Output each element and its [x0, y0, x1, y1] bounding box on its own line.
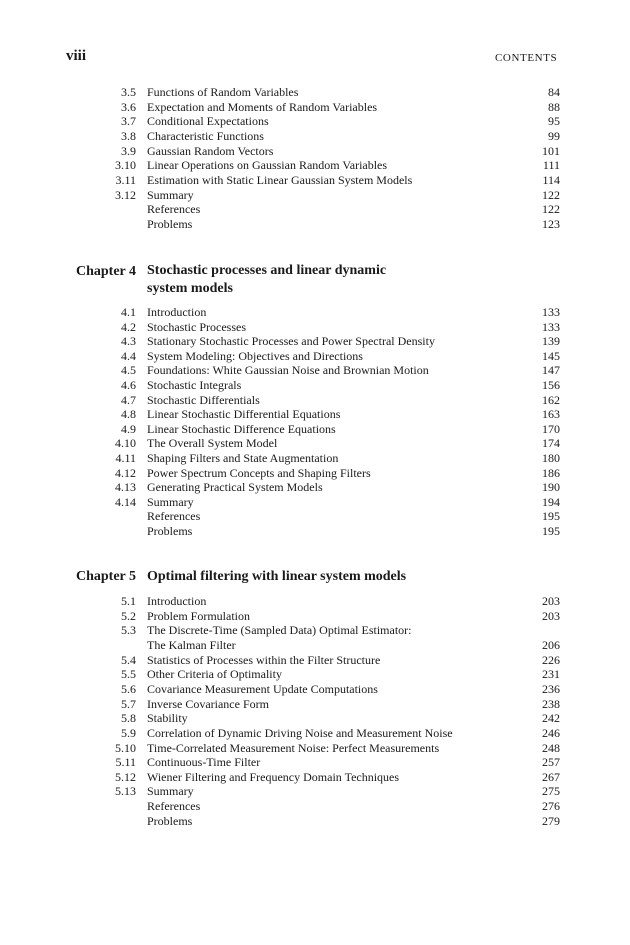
- page-ref: 186: [542, 465, 560, 480]
- section-title: Stochastic Integrals: [147, 378, 242, 392]
- section-title: Time-Correlated Measurement Noise: Perfect Measurements: [147, 740, 440, 755]
- section-title: Inverse Covariance Form: [147, 696, 269, 711]
- section-title: References: [147, 202, 201, 217]
- section-title: Covariance Measurement Update Computations: [147, 681, 378, 696]
- chapter-title: [147, 262, 386, 298]
- section-number: 3.8: [121, 128, 136, 143]
- section-number: 3.7: [121, 114, 136, 129]
- section-title: Stochastic Processes: [147, 319, 246, 334]
- section-number: 3.9: [121, 143, 136, 158]
- toc-entry: [0, 129, 630, 144]
- page-ref: 190: [542, 480, 560, 495]
- section-title: Stochastic Differentials: [147, 392, 260, 407]
- section-number: 5.9: [121, 725, 136, 740]
- chapter-title: [147, 568, 406, 586]
- page-ref: 170: [542, 421, 560, 436]
- page-ref: 275: [542, 784, 560, 799]
- section-title: Conditional Expectations: [147, 114, 269, 129]
- toc-entry: [0, 638, 630, 653]
- section-number: 5.2: [121, 608, 136, 623]
- toc-entry: [0, 188, 630, 203]
- toc-entry: [0, 480, 630, 495]
- section-title: System Modeling: Objectives and Directions: [147, 348, 363, 363]
- page-number: viii: [66, 48, 87, 64]
- toc-entry: [0, 422, 630, 437]
- toc-entry: [0, 726, 630, 741]
- page-ref: 267: [542, 769, 560, 784]
- toc-entry: [0, 407, 630, 422]
- page-ref: 203: [542, 608, 560, 623]
- toc-entry: [0, 594, 630, 609]
- section-title: Problem Formulation: [147, 608, 250, 623]
- section-title: Linear Stochastic Difference Equations: [147, 421, 336, 436]
- section-title: Expectation and Moments of Random Variables: [147, 99, 378, 114]
- page-ref: 276: [542, 799, 560, 814]
- toc-entry: [0, 814, 630, 829]
- section-number: 3.6: [121, 99, 136, 114]
- section-title: Power Spectrum Concepts and Shaping Filters: [147, 465, 371, 480]
- page-ref: 156: [542, 378, 560, 392]
- toc-entry: [0, 653, 630, 668]
- page-ref: 139: [542, 334, 560, 349]
- section-number: 3.10: [115, 158, 136, 173]
- toc-entry: [0, 784, 630, 799]
- toc-entry: [0, 770, 630, 785]
- section-number: 4.11: [115, 451, 136, 465]
- page-ref: 180: [542, 451, 560, 465]
- page-ref: 257: [542, 755, 560, 770]
- section-title: The Overall System Model: [147, 436, 278, 451]
- section-number: 5.1: [121, 594, 136, 608]
- toc-entry: [0, 509, 630, 524]
- section-title: Introduction: [147, 305, 207, 319]
- section-number: 5.13: [115, 784, 136, 799]
- page-ref: 279: [542, 813, 560, 828]
- toc-entry: [0, 393, 630, 408]
- section-title: Problems: [147, 813, 193, 828]
- toc-entry: [0, 524, 630, 539]
- page-ref: 206: [542, 637, 560, 652]
- page-ref: 99: [548, 128, 560, 143]
- page-ref: 174: [542, 436, 560, 451]
- chapter-label: Chapter 5: [75, 569, 136, 584]
- page-ref: 133: [542, 319, 560, 334]
- section-number: 4.13: [115, 480, 136, 495]
- chapter-title-line: Stochastic processes and linear dynamic: [147, 263, 387, 278]
- running-head: CONTENTS: [495, 52, 558, 64]
- toc-entry: [0, 114, 630, 129]
- section-number: 4.1: [121, 305, 136, 319]
- section-number: 5.10: [115, 740, 136, 755]
- section-title: Continuous-Time Filter: [147, 755, 261, 770]
- toc-entry: [0, 451, 630, 466]
- toc-entry: [0, 378, 630, 393]
- toc-entry: [0, 305, 630, 320]
- section-title: Characteristic Functions: [147, 128, 264, 143]
- toc-entry: [0, 363, 630, 378]
- section-title: Linear Stochastic Differential Equations: [147, 407, 341, 422]
- toc-entry: [0, 697, 630, 712]
- page-ref: 242: [542, 711, 560, 726]
- section-number: 3.5: [121, 85, 136, 99]
- toc-entry: [0, 755, 630, 770]
- page-ref: 195: [542, 509, 560, 524]
- section-title: Problems: [147, 524, 193, 538]
- section-title: Summary: [147, 187, 194, 202]
- section-number: 5.11: [115, 755, 136, 770]
- section-title: Correlation of Dynamic Driving Noise and Measurement Noise: [147, 725, 453, 740]
- toc-entry: [0, 711, 630, 726]
- toc-entry: [0, 144, 630, 159]
- section-number: 5.3: [121, 623, 136, 638]
- section-number: 4.12: [115, 465, 136, 480]
- section-title: Other Criteria of Optimality: [147, 667, 282, 682]
- toc-entry: [0, 100, 630, 115]
- page-ref: 195: [542, 524, 560, 538]
- toc-entry: [0, 334, 630, 349]
- toc-entry: [0, 667, 630, 682]
- page-ref: 123: [542, 216, 560, 231]
- section-title: Functions of Random Variables: [147, 85, 299, 99]
- section-number: 5.8: [121, 711, 136, 726]
- chapter-label: Chapter 4: [75, 264, 136, 279]
- section-title: Statistics of Processes within the Filter Structure: [147, 652, 381, 667]
- toc-entry: [0, 202, 630, 217]
- page-ref: 122: [542, 202, 560, 217]
- section-number: 5.5: [121, 667, 136, 682]
- section-title: Stationary Stochastic Processes and Power Spectral Density: [147, 334, 435, 349]
- toc-entry: [0, 85, 630, 100]
- toc-entry: [0, 349, 630, 364]
- section-title: Summary: [147, 784, 194, 799]
- toc-entry: [0, 495, 630, 510]
- section-number: 4.2: [121, 319, 136, 334]
- section-title: Problems: [147, 216, 193, 231]
- page-ref: 248: [542, 740, 560, 755]
- section-title: Estimation with Static Linear Gaussian System Models: [147, 172, 413, 187]
- page-ref: 162: [542, 392, 560, 407]
- page-ref: 122: [542, 187, 560, 202]
- toc-entry: [0, 217, 630, 232]
- page-ref: 194: [542, 494, 560, 509]
- section-title: Foundations: White Gaussian Noise and Brownian Motion: [147, 363, 429, 378]
- section-number: 4.4: [121, 348, 136, 363]
- toc-entry: [0, 741, 630, 756]
- toc-entry: [0, 466, 630, 481]
- toc-entry: [0, 609, 630, 624]
- toc-entry: [0, 799, 630, 814]
- section-number: 4.10: [115, 436, 136, 451]
- chapter-title-line: Optimal filtering with linear system models: [147, 569, 407, 584]
- section-title: Shaping Filters and State Augmentation: [147, 451, 339, 465]
- section-number: 5.6: [121, 681, 136, 696]
- page-ref: 88: [548, 99, 560, 114]
- toc-entry: [0, 623, 630, 638]
- page-ref: 231: [542, 667, 560, 682]
- section-number: 4.9: [121, 421, 136, 436]
- page-ref: 95: [548, 114, 560, 129]
- section-number: 4.3: [121, 334, 136, 349]
- section-title: Summary: [147, 494, 194, 509]
- toc-entry: [0, 173, 630, 188]
- page-ref: 226: [542, 652, 560, 667]
- section-number: 4.5: [121, 363, 136, 378]
- section-title: Gaussian Random Vectors: [147, 143, 274, 158]
- section-title: References: [147, 799, 201, 814]
- section-title: Linear Operations on Gaussian Random Variables: [147, 158, 388, 173]
- page-ref: 101: [542, 143, 560, 158]
- page-ref: 111: [542, 158, 560, 173]
- section-title: Stability: [147, 711, 188, 726]
- toc-entry: [0, 682, 630, 697]
- section-number: 4.14: [115, 494, 136, 509]
- page-ref: 133: [542, 305, 560, 319]
- page-ref: 145: [542, 348, 560, 363]
- page-ref: 147: [542, 363, 560, 378]
- page-ref: 238: [542, 696, 560, 711]
- section-number: 4.6: [121, 378, 136, 392]
- page-ref: 163: [542, 407, 560, 422]
- toc-entry: [0, 158, 630, 173]
- section-title: References: [147, 509, 201, 524]
- page-ref: 246: [542, 725, 560, 740]
- section-number: 3.11: [115, 172, 136, 187]
- section-number: 4.7: [121, 392, 136, 407]
- section-number: 5.7: [121, 696, 136, 711]
- chapter-title-line: system models: [147, 281, 233, 296]
- section-title: The Kalman Filter: [147, 637, 236, 652]
- page-ref: 84: [548, 85, 560, 99]
- page-ref: 236: [542, 681, 560, 696]
- section-title: Generating Practical System Models: [147, 480, 323, 495]
- section-title: The Discrete-Time (Sampled Data) Optimal Estimator:: [147, 623, 412, 638]
- section-title: Introduction: [147, 594, 207, 608]
- section-number: 5.12: [115, 769, 136, 784]
- section-number: 5.4: [121, 652, 136, 667]
- page-ref: 203: [542, 594, 560, 608]
- section-title: Wiener Filtering and Frequency Domain Techniques: [147, 769, 400, 784]
- toc-entry: [0, 320, 630, 335]
- section-number: 3.12: [115, 187, 136, 202]
- toc-entry: [0, 436, 630, 451]
- section-number: 4.8: [121, 407, 136, 422]
- page-ref: 114: [542, 172, 560, 187]
